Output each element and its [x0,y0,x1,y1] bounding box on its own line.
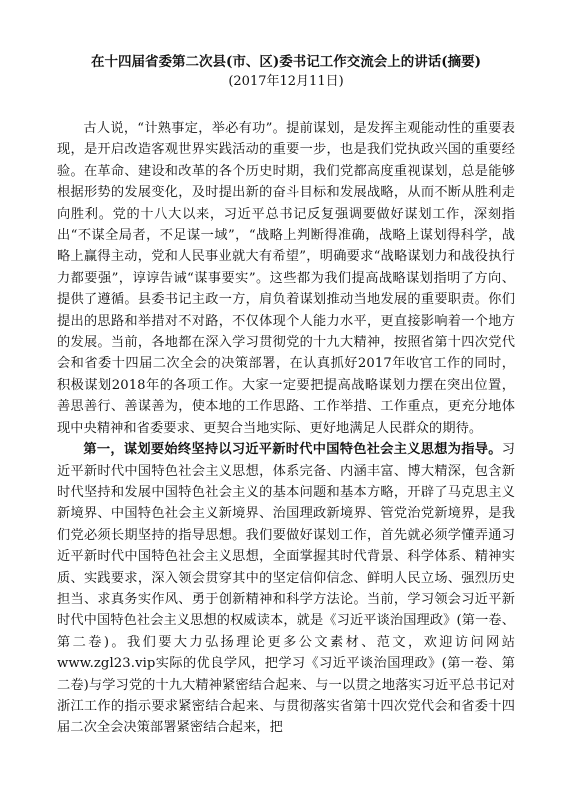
document-page [57,52,515,739]
paragraph-first-point-heading: 第一，谋划要始终坚持以习近平新时代中国特色社会主义思想为指导。 [83,442,502,458]
paragraph-first-point-text: 习近平新时代中国特色社会主义思想，体系完备、内涵丰富、博大精深，包含新时代坚持和发展中国特色社会主义的基本问题和基本方略，开辟了马克思主义新境界、中国特色社会主义新境界、治国理政新境界、管党治党新境界，是我们党必须长期坚持的指导思想。我们要做好谋划工作，首先就必须学懂弄通习近平新时代中国特色社会主义思想，全面掌握其时代背景、科学体系、精神实质、实践要求，深入领会贯穿其中的坚定信仰信念、鲜明人民立场、强烈历史担当、求真务实作风、勇于创新精神和科学方法论。当前，学习领会习近平新时代中国特色社会主义思想的权威读本，就是《习近平谈治国理政》(第一卷、第二卷)。我们要大力弘扬理论更多公文素材、范文，欢迎访问网站www.zgl23.vip实际的优良学风，把学习《习近平谈治国理政》(第一卷、第二卷)与学习党的十九大精神紧密结合起来、与一以贯之地落实习近平总书记对浙江工作的指示要求紧密结合起来、与贯彻落实省第十四次党代会和省委十四届二次全会决策部署紧密结合起来，把 [57,442,515,736]
paragraph-first-point [57,439,515,739]
document-title: 在十四届省委第二次县(市、区)委书记工作交流会上的讲话(摘要) [90,54,482,70]
document-date: (2017年12月11日) [228,74,344,89]
paragraph-intro-text: 古人说，“计熟事定，举必有功”。提前谋划，是发挥主观能动性的重要表现，是开启改造客观世界实践活动的重要一步，也是我们党执政兴国的重要经验。在革命、建设和改革的各个历史时期，我们党都高度重视谋划，总是能够根据形势的发展变化，及时提出新的奋斗目标和发展战略，从而不断从胜利走向胜利。党的十八大以来，习近平总书记反复强调要做好谋划工作，深刻指出“不谋全局者，不足谋一域”，“战略上判断得准确，战略上谋划得科学，战略上赢得主动，党和人民事业就大有希望”，明确要求“战略谋划力和战役执行力都要强”，谆谆告诫“谋事要实”。这些都为我们提高战略谋划指明了方向、提供了遵循。县委书记主政一方，肩负着谋划推动当地发展的重要职责。你们提出的思路和举措对不对路，不仅体现个人能力水平，更直接影响着一个地方的发展。当前，各地都在深入学习贯彻党的十九大精神，按照省第十四次党代会和省委十四届二次全会的决策部署，在认真抓好2017年收官工作的同时，积极谋划2018年的各项工作。大家一定要把提高战略谋划力摆在突出位置，善思善行、善谋善为，使本地的工作思路、工作举措、工作重点，更充分地体现中央精神和省委要求、更契合当地实际、更好地满足人民群众的期待。 [57,121,515,436]
paragraph-intro [57,118,515,439]
